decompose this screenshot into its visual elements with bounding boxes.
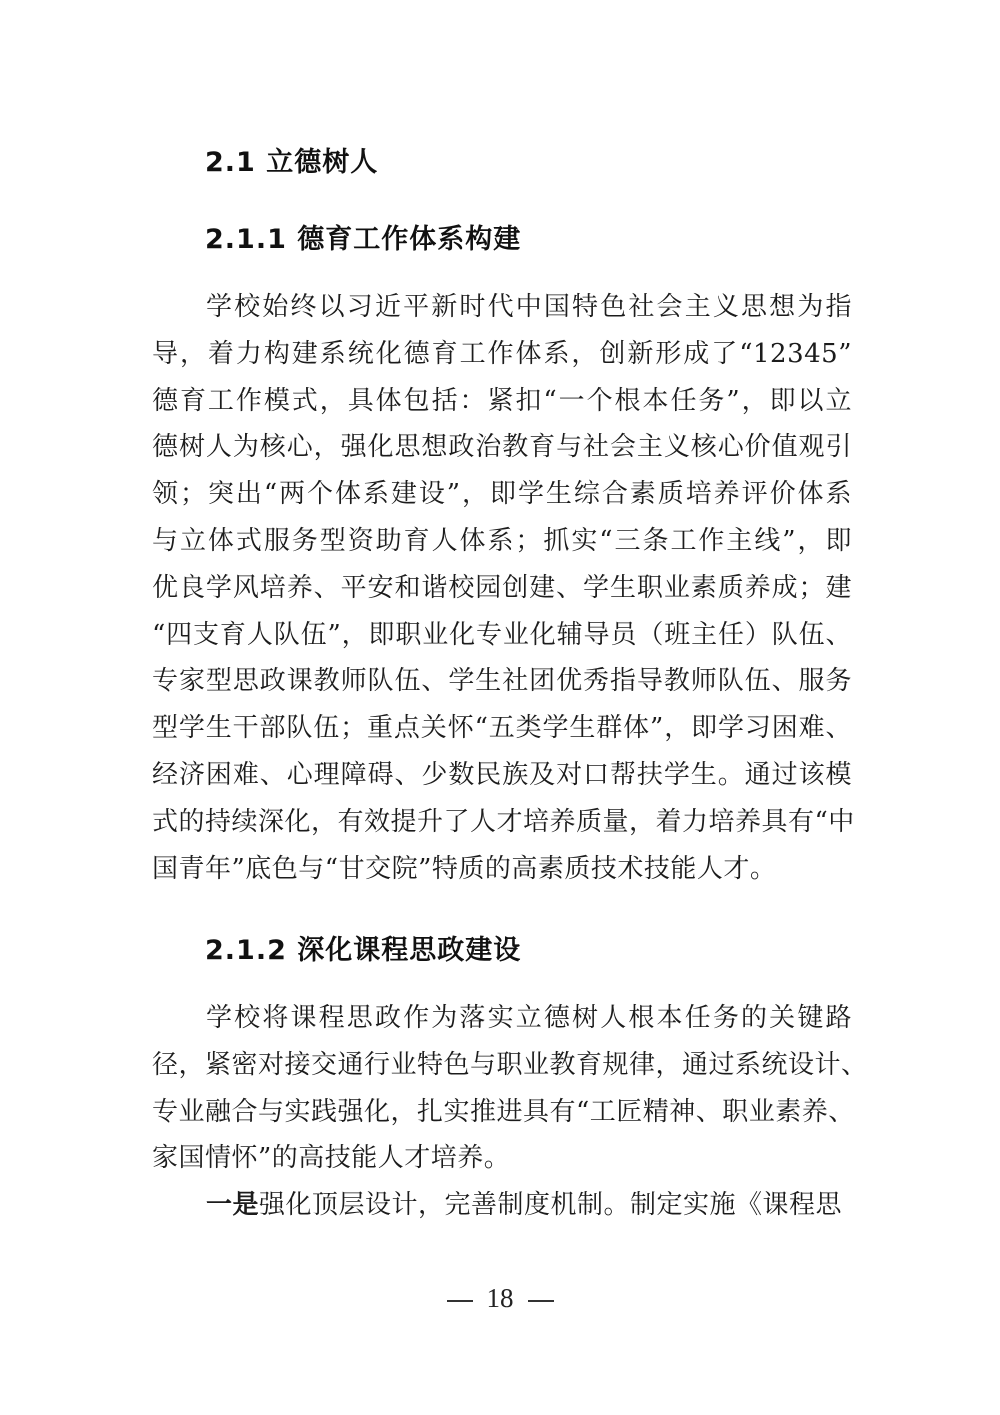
page-footer [0,1283,1000,1314]
paragraph-text: 强化顶层设计，完善制度机制。制定实施《课程思 [259,1190,843,1220]
paragraph-line: 径，紧密对接交通行业特色与职业教育规律，通过系统设计、 [152,1049,868,1080]
paragraph-line: 专家型思政课教师队伍、学生社团优秀指导教师队伍、服务 [152,666,852,697]
paragraph-curriculum-ideology [152,995,868,1182]
paragraph-line: 德树人为核心，强化思想政治教育与社会主义核心价值观引 [152,432,852,463]
paragraph-top-level-design [152,1182,852,1229]
dash-left-decoration [447,1300,473,1302]
section-heading-2-1: 2.1 立德树人 [205,147,379,178]
paragraph-line: 德育工作模式，具体包括：紧扣“一个根本任务”，即以立 [152,385,852,416]
paragraph-line: 式的持续深化，有效提升了人才培养质量，着力培养具有“中 [152,806,855,837]
paragraph-line: “四支育人队伍”，即职业化专业化辅导员（班主任）队伍、 [152,619,852,650]
paragraph-line: 型学生干部队伍；重点关怀“五类学生群体”，即学习困难、 [152,713,852,744]
paragraph-line: 经济困难、心理障碍、少数民族及对口帮扶学生。通过该模 [152,759,852,790]
paragraph-line: 专业融合与实践强化，扎实推进具有“工匠精神、职业素养、 [152,1096,855,1127]
paragraph-line: 与立体式服务型资助育人体系；抓实“三条工作主线”，即 [152,525,852,556]
paragraph-line: 国青年”底色与“甘交院”特质的高素质技术技能人才。 [152,853,777,884]
paragraph-line: 导，着力构建系统化德育工作体系，创新形成了“12345” [152,338,852,369]
section-heading-2-1-1: 2.1.1 德育工作体系构建 [205,224,522,255]
dash-right-decoration [528,1300,554,1302]
paragraph-line: 领；突出“两个体系建设”，即学生综合素质培养评价体系 [152,479,852,510]
paragraph-line: 学校将课程思政作为落实立德树人根本任务的关键路 [206,1003,852,1033]
bold-lead-text: 一是 [206,1190,260,1220]
page-number: 18 [486,1283,514,1313]
paragraph-line [152,1182,852,1229]
paragraph-line: 学校始终以习近平新时代中国特色社会主义思想为指 [206,292,852,322]
paragraph-moral-education-system [152,284,855,892]
section-heading-2-1-2: 2.1.2 深化课程思政建设 [205,935,522,966]
paragraph-line: 家国情怀”的高技能人才培养。 [152,1143,511,1174]
paragraph-line: 优良学风培养、平安和谐校园创建、学生职业素质养成；建 [152,572,852,603]
